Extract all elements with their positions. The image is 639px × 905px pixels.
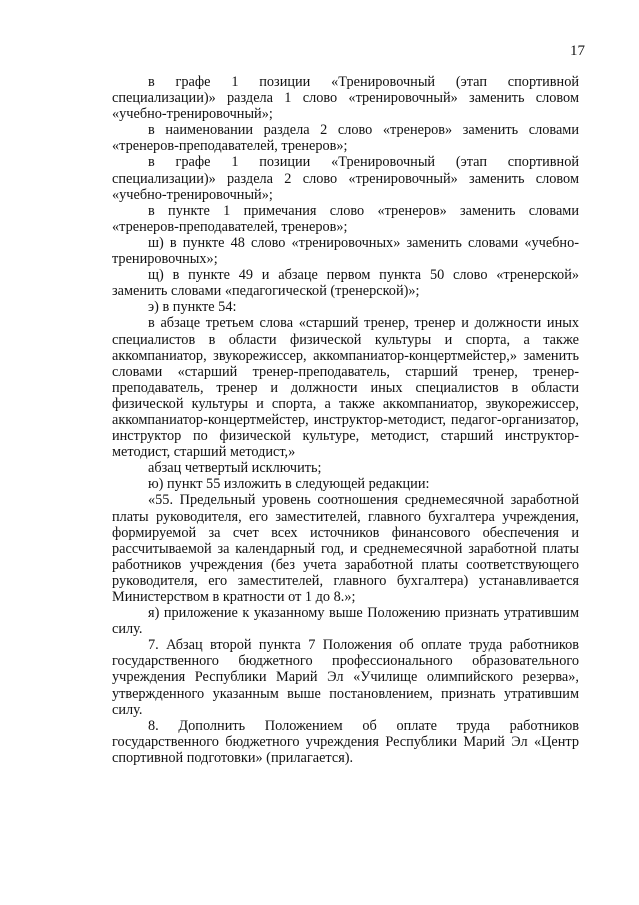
paragraph: в графе 1 позиции «Тренировочный (этап спортивной специализации)» раздела 1 слово «тренировочный» заменить словом «учебно-тренировочный»; xyxy=(112,74,579,123)
paragraph: в наименовании раздела 2 слово «тренеров» заменить словами «тренеров-преподавателей, тренеров»; xyxy=(112,122,579,155)
paragraph: абзац четвертый исключить; xyxy=(148,460,322,477)
paragraph: в пункте 1 примечания слово «тренеров» заменить словами «тренеров-преподавателей, тренеров»; xyxy=(112,202,579,235)
paragraph: в графе 1 позиции «Тренировочный (этап спортивной специализации)» раздела 2 слово «тренировочный» заменить словом «учебно-тренировочный»; xyxy=(112,154,579,203)
paragraph: в абзаце третьем слова «старший тренер, тренер и должности иных специалистов в области физической культуры и спорта, а также аккомпаниатор, звукорежиссер, аккомпаниатор-концертмейстер,» заменить словами «старший тренер-преподаватель, старший тренер, тренер-преподаватель, тренер и должности иных специалистов в области физической культуры и спорта, а также аккомпаниатор, звукорежиссер, аккомпаниатор-концертмейстер, инструктор-методист, педагог-организатор, инструктор по физической культуре, методист, старший инструктор-методист, старший методист,» xyxy=(112,315,579,461)
paragraph: щ) в пункте 49 и абзаце первом пункта 50 слово «тренерской» заменить словами «педагогической (тренерской)»; xyxy=(112,267,579,300)
page-number: 17 xyxy=(570,43,585,59)
paragraph: я) приложение к указанному выше Положению признать утратившим силу. xyxy=(112,605,579,638)
paragraph: ш) в пункте 48 слово «тренировочных» заменить словами «учебно-тренировочных»; xyxy=(112,234,579,268)
paragraph: «55. Предельный уровень соотношения среднемесячной заработной платы руководителя, его заместителей, главного бухгалтера учреждения, формируемой за счет всех источников финансового обеспечения и рассчитываемой за календарный год, и среднемесячной заработной платы работников учреждения (без учета заработной платы соответствующего руководителя, его заместителей, главного бухгалтера) устанавливается Министерством в кратности от 1 до 8.»; xyxy=(112,492,579,605)
paragraph: 8. Дополнить Положением об оплате труда работников государственного бюджетного учреждения Республики Марий Эл «Центр спортивной подготовки» (прилагается). xyxy=(112,717,579,766)
paragraph: ю) пункт 55 изложить в следующей редакции: xyxy=(148,476,430,493)
paragraph: э) в пункте 54: xyxy=(148,299,237,316)
paragraph: 7. Абзац второй пункта 7 Положения об оплате труда работников государственного бюджетного профессионального образовательного учреждения Республики Марий Эл «Училище олимпийского резерва», утвержденного указанным выше постановлением, признать утратившим силу. xyxy=(112,637,579,718)
document-body xyxy=(112,74,579,766)
